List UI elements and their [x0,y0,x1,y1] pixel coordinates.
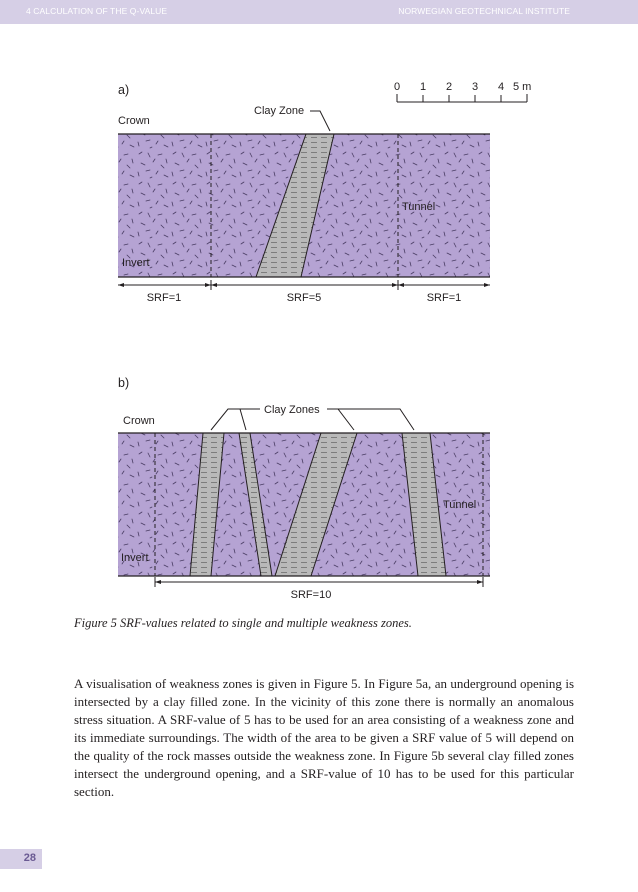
figure-b-label: b) [118,376,130,390]
invert-label-b: Invert [121,552,149,564]
tunnel-label-b: Tunnel [443,499,477,511]
srf-dimension-a [118,280,490,290]
scale-bar [394,81,531,102]
clay-zone-leader [310,111,330,131]
figure-caption: Figure 5 SRF-values related to single and multiple weakness zones. [74,616,412,630]
scale-tick-label: 5 m [513,81,532,93]
srf-dimension-b [155,577,483,587]
figure-a-label: a) [118,83,130,97]
publisher-name: NORWEGIAN GEOTECHNICAL INSTITUTE [398,6,570,16]
scale-tick-label: 1 [419,81,427,93]
tunnel-label-a: Tunnel [402,201,436,213]
page-number-box [0,849,42,869]
scale-tick-label: 3 [471,81,479,93]
chapter-title: 4 CALCULATION OF THE Q-VALUE [26,6,168,16]
crown-label-b: Crown [123,415,155,427]
clay-zones-label: Clay Zones [264,404,320,416]
page-number: 28 [23,852,36,864]
clay-zone-label: Clay Zone [254,105,305,117]
srf-label: SRF=1 [146,292,182,304]
scale-tick-label: 0 [393,81,401,93]
scale-tick-label: 4 [497,81,505,93]
srf-label: SRF=10 [290,589,332,601]
srf-label: SRF=5 [286,292,322,304]
srf-label: SRF=1 [426,292,462,304]
crown-label-a: Crown [118,115,150,127]
scale-tick-label: 2 [445,81,453,93]
invert-label-a: Invert [122,257,150,269]
body-paragraph: A visualisation of weakness zones is given in Figure 5. In Figure 5a, an underground opening is intersected by a clay filled zone. In the vicinity of this zone there is normally an anomalous stress situation. A SRF-value of 5 has to be used for an area consisting of a weakness zone and its immediate surroundings. The width of the area to be given a SRF value of 5 will depend on the quality of the rock masses outside the weakness zone. In Figure 5b several clay filled zones intersect the underground opening, and a SRF-value of 10 has to be used for this particular section. [74,676,574,799]
